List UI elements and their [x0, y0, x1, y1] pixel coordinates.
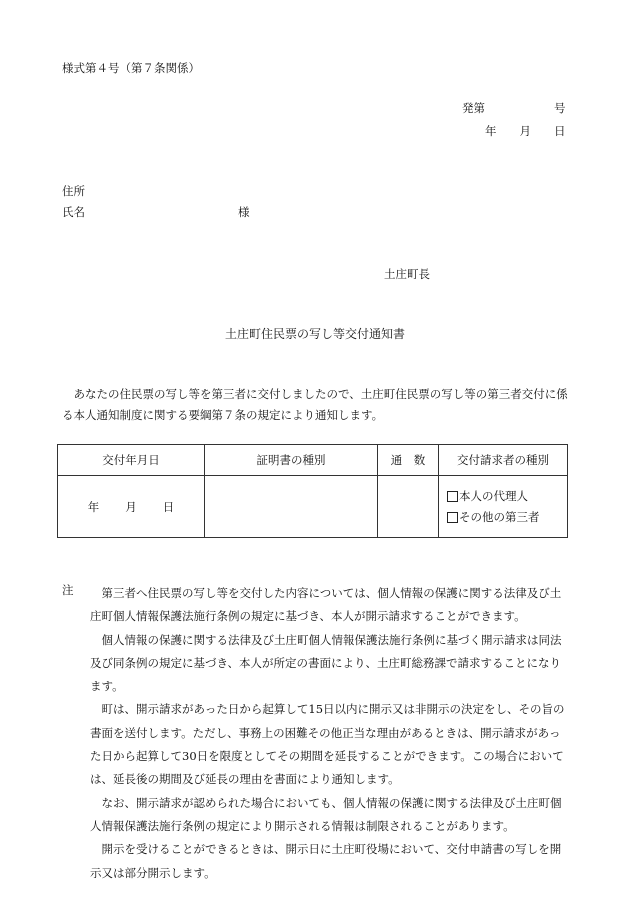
sender-name: 土庄町長	[384, 267, 430, 281]
name-label: 氏名	[62, 205, 85, 219]
table-row	[58, 476, 568, 538]
date-year: 年	[87, 499, 100, 514]
note-paragraph: 町は、開示請求があった日から起算して15日以内に開示又は非開示の決定をし、その旨の書面を送付します。ただし、事務上の困難その他正当な理由があるときは、開示請求があった日から起算して30日を限度としてその期間を延長することができます。この場合においては、延長後の期間及び延長の理由を書面により通知します。	[90, 702, 565, 787]
date-day: 日	[162, 499, 175, 514]
option-agent[interactable]	[447, 486, 567, 507]
option-third-party[interactable]	[447, 507, 567, 528]
header-requester-type: 交付請求者の種別	[439, 445, 568, 476]
note-paragraph: 個人情報の保護に関する法律及び土庄町個人情報保護法施行条例に基づく開示請求は同法及び同条例の規定に基づき、本人が所定の書面により、土庄町総務課で請求することになります。	[90, 632, 562, 694]
note-paragraph: 第三者へ住民票の写し等を交付した内容については、個人情報の保護に関する法律及び土庄町個人情報保護法施行条例の規定に基づき、本人が開示請求することができます。	[90, 586, 562, 624]
notes-section	[90, 582, 568, 885]
body-paragraph: あなたの住民票の写し等を第三者に交付しましたので、土庄町住民票の写し等の第三者交付に係る本人通知制度に関する要綱第７条の規定により通知します。	[62, 387, 568, 422]
certificate-type-cell[interactable]	[205, 476, 378, 538]
issue-date-cell	[58, 476, 205, 538]
count-cell[interactable]	[378, 476, 439, 538]
note-paragraph: なお、開示請求が認められた場合においても、個人情報の保護に関する法律及び土庄町個人情報保護法施行条例の規定により開示される情報は制限されることがあります。	[90, 795, 562, 833]
requester-type-cell	[439, 476, 568, 538]
table-header-row	[58, 445, 568, 476]
option-agent-label: 本人の代理人	[459, 488, 528, 503]
issue-number: 発第 号	[462, 101, 566, 115]
form-number: 様式第４号（第７条関係）	[62, 61, 200, 75]
honorific: 様	[238, 205, 250, 219]
header-count: 通 数	[378, 445, 439, 476]
date-month: 月	[125, 499, 137, 514]
issuance-table	[57, 444, 568, 538]
address-label: 住所	[62, 184, 85, 198]
option-third-party-label: その他の第三者	[459, 509, 540, 524]
issue-date: 年 月 日	[485, 124, 566, 138]
note-paragraph: 開示を受けることができるときは、開示日に土庄町役場において、交付申請書の写しを開示又は部分開示します。	[90, 842, 562, 880]
note-label: 注	[62, 583, 74, 597]
header-issue-date: 交付年月日	[58, 445, 205, 476]
header-certificate-type: 証明書の種別	[205, 445, 378, 476]
checkbox-icon[interactable]	[447, 491, 458, 502]
document-title: 土庄町住民票の写し等交付通知書	[224, 327, 405, 341]
body-text	[62, 384, 568, 426]
checkbox-icon[interactable]	[447, 512, 458, 523]
